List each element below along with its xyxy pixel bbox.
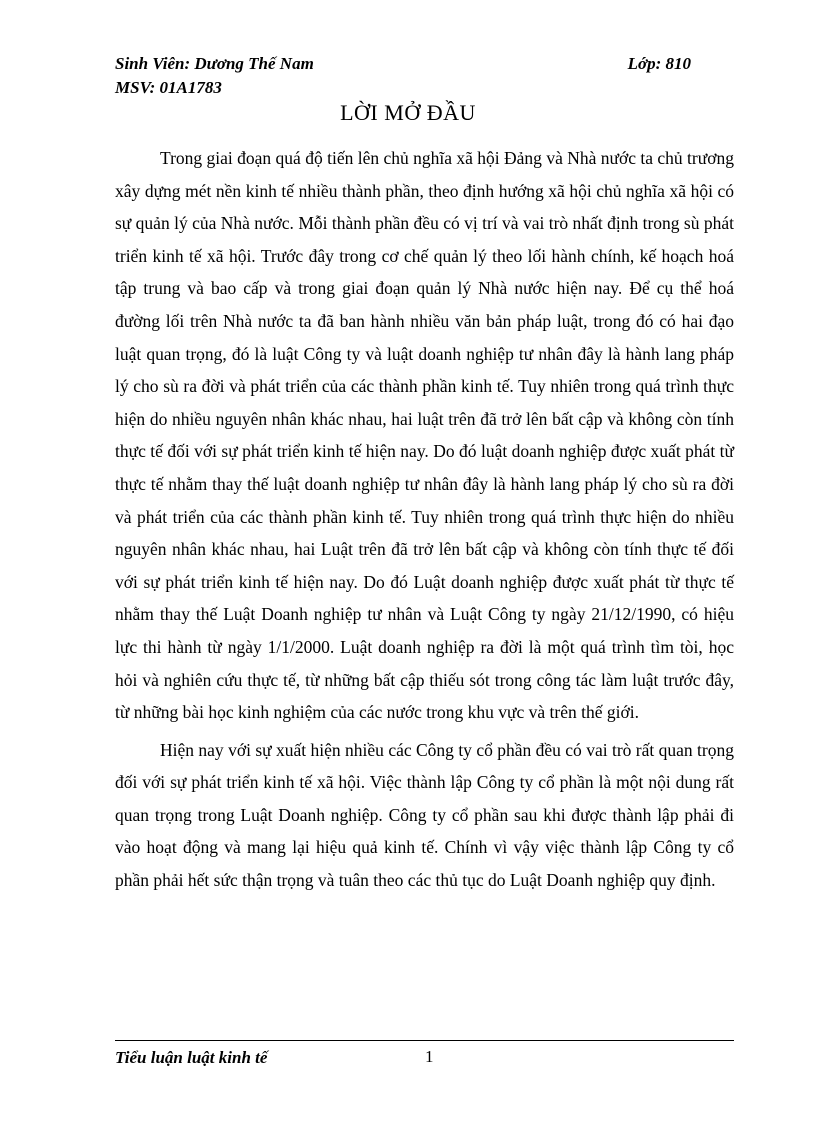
page-footer [115, 1040, 734, 1067]
student-id: MSV: 01A1783 [115, 78, 222, 97]
body-text [115, 142, 734, 897]
page-title: LỜI MỞ ĐẦU [340, 100, 476, 125]
page-number: 1 [425, 1047, 434, 1066]
paragraph: Trong giai đoạn quá độ tiến lên chủ nghĩa xã hội Đảng và Nhà nước ta chủ trương xây dựng mét nền kinh tế nhiều thành phần, theo định hướng xã hội chủ nghĩa xã hội có sự quản lý của Nhà nước. Mỗi thành phần đều có vị trí và vai trò nhất định trong sù phát triển kinh tế xã hội. Trước đây trong cơ chế quản lý theo lối hành chính, kế hoạch hoá tập trung và bao cấp và trong giai đoạn quản lý Nhà nước hiện nay. Để cụ thể hoá đường lối trên Nhà nước ta đã ban hành nhiều văn bản pháp luật, trong đó có hai đạo luật quan trọng, đó là luật Công ty và luật doanh nghiệp tư nhân đây là hành lang pháp lý cho sù ra đời và phát triển của các thành phần kinh tế. Tuy nhiên trong quá trình thực hiện do nhiều nguyên nhân khác nhau, hai luật trên đã trở lên bất cập và không còn tính thực tế đối với sự phát triển kinh tế hiện nay. Do đó luật doanh nghiệp được xuất phát từ thực tế nhằm thay thế luật doanh nghiệp tư nhân đây là hành lang pháp lý cho sù ra đời và phát triển của các thành phần kinh tế. Tuy nhiên trong quá trình thực hiện do nhiều nguyên nhân khác nhau, hai Luật trên đã trở lên bất cập và không còn tính thực tế đối với sự phát triển kinh tế hiện nay. Do đó Luật doanh nghiệp được xuất phát từ thực tế nhằm thay thế Luật Doanh nghiệp tư nhân và Luật Công ty ngày 21/12/1990, có hiệu lực thi hành từ ngày 1/1/2000. Luật doanh nghiệp ra đời là một quá trình tìm tòi, học hỏi và nghiên cứu thực tế, từ những bất cập thiếu sót trong công tác làm luật trước đây, từ những bài học kinh nghiệm của các nước trong khu vực và trên thế giới. [115, 148, 734, 723]
page-header [115, 52, 695, 100]
student-name: Sinh Viên: Dương Thế Nam [115, 54, 314, 73]
footer-title: Tiểu luận luật kinh tế [115, 1048, 268, 1067]
class-label: Lớp: 810 [627, 54, 691, 73]
paragraph: Hiện nay với sự xuất hiện nhiều các Công ty cổ phần đều có vai trò rất quan trọng đối với sự phát triển kinh tế xã hội. Việc thành lập Công ty cổ phần là một nội dung rất quan trọng trong Luật Doanh nghiệp. Công ty cổ phần sau khi được thành lập phải đi vào hoạt động và mang lại hiệu quả kinh tế. Chính vì vậy việc thành lập Công ty cổ phần phải hết sức thận trọng và tuân theo các thủ tục do Luật Doanh nghiệp quy định. [115, 739, 734, 891]
